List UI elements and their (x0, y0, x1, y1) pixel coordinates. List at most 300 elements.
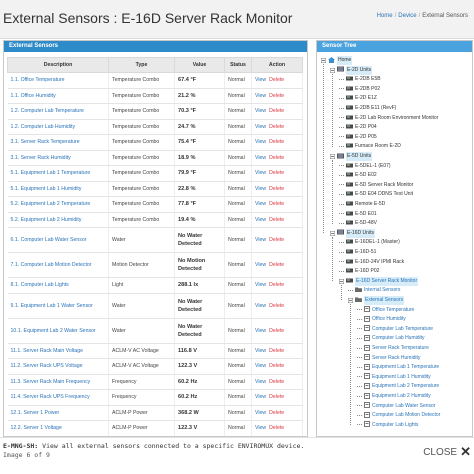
tree-node-label: E-2D E1Z (355, 95, 377, 102)
sensor-icon (364, 364, 370, 372)
sensor-actions (252, 197, 303, 213)
device-icon (346, 115, 353, 122)
tree-node-label: Computer Lab Humidity (372, 335, 425, 342)
tree-node[interactable] (357, 354, 420, 363)
sensor-actions (252, 166, 303, 182)
sensor-value: No Motion Detected (175, 253, 225, 278)
tree-node[interactable] (339, 210, 377, 219)
tree-node[interactable] (357, 373, 431, 382)
delete-link[interactable]: Delete (269, 302, 285, 309)
sensor-status: Normal (225, 293, 252, 318)
device-icon (346, 163, 353, 170)
delete-link[interactable]: Delete (269, 378, 285, 385)
tree-connector (339, 108, 344, 110)
tree-node[interactable] (339, 162, 391, 171)
column-header-action: Action (252, 58, 303, 73)
tree-node[interactable] (339, 142, 401, 151)
breadcrumb-current: External Sensors (422, 13, 468, 19)
sensor-description-link[interactable]: 3.1. Server Rack Humidity (8, 150, 109, 166)
sensor-actions (252, 181, 303, 197)
tree-node-label: Computer Lab Temperature (372, 325, 434, 332)
sensor-description-link[interactable]: 5.1. Equipment Lab 1 Temperature (8, 166, 109, 182)
tree-node-label: E-5DEL-1 (E07) (355, 162, 391, 169)
sensor-status: Normal (225, 166, 252, 182)
view-link[interactable]: View (255, 302, 267, 309)
sensor-actions (252, 73, 303, 89)
tree-connector (357, 396, 362, 398)
sensor-actions (252, 150, 303, 166)
sensor-icon (364, 325, 370, 333)
delete-link[interactable]: Delete (269, 201, 285, 208)
tree-connector (357, 338, 362, 340)
table-row (8, 88, 303, 104)
tree-node[interactable] (339, 133, 377, 142)
collapse-toggle-icon[interactable] (330, 154, 335, 159)
sensor-description-link[interactable]: 12.2. Server 1 Voltage (8, 421, 109, 437)
tree-connector (339, 204, 344, 206)
table-row (8, 405, 303, 421)
tree-connector (339, 136, 344, 138)
tree-guide-line (341, 285, 342, 301)
tree-node-label: E-5D Units (347, 153, 372, 159)
tree-connector (339, 184, 344, 186)
tree-node-label: Equipment Lab 1 Temperature (372, 364, 440, 371)
sensor-description-link[interactable]: 8.1. Computer Lab Lights (8, 278, 109, 294)
table-row (8, 212, 303, 228)
sensor-actions (252, 253, 303, 278)
view-link[interactable]: View (255, 262, 267, 268)
sensor-value: 122.3 V (175, 421, 225, 437)
sensor-value: 75.4 °F (175, 135, 225, 151)
tree-node-label: E-16D P02 (355, 268, 380, 275)
tree-node-label: Computer Lab Lights (372, 421, 419, 428)
sensor-description-link[interactable]: 11.4. Server Rack UPS Frequency (8, 390, 109, 406)
delete-link[interactable]: Delete (269, 327, 285, 334)
tree-node[interactable] (357, 334, 425, 343)
collapse-toggle-icon[interactable] (348, 298, 353, 303)
column-header-type[interactable]: Type (109, 58, 175, 73)
tree-node[interactable] (357, 325, 433, 334)
tree-node[interactable] (339, 171, 377, 180)
tree-node[interactable] (357, 306, 414, 315)
tree-connector (339, 146, 344, 148)
tree-node[interactable] (348, 296, 404, 305)
sensor-status: Normal (225, 374, 252, 390)
tree-node-label: Equipment Lab 2 Humidity (372, 393, 431, 399)
delete-link[interactable]: Delete (269, 237, 285, 243)
tree-node[interactable] (330, 152, 372, 161)
tree-node[interactable] (357, 402, 435, 411)
external-sensors-panel-title: External Sensors (4, 41, 307, 52)
tree-connector (357, 357, 362, 359)
sensor-status: Normal (225, 181, 252, 197)
delete-link[interactable]: Delete (269, 123, 285, 130)
tree-connector (339, 223, 344, 225)
sensor-description-link[interactable]: 1.2. Computer Lab Humidity (8, 119, 109, 135)
sensor-status: Normal (225, 104, 252, 120)
tree-node[interactable] (339, 94, 377, 103)
sensor-tree-panel (316, 40, 473, 437)
tree-node-label: Office Humidity (372, 316, 406, 323)
tree-node[interactable] (357, 392, 431, 401)
tree-node-label: E-2DB P02 (355, 85, 381, 92)
breadcrumb: Home / Device / External Sensors (376, 13, 468, 19)
sensor-description-link[interactable]: 5.1. Equipment Lab 1 Humidity (8, 181, 109, 197)
sensor-description-link[interactable]: 6.1. Computer Lab Water Sensor (8, 228, 109, 253)
delete-link[interactable]: Delete (269, 154, 285, 161)
tree-connector (357, 348, 362, 350)
tree-node-label: Equipment Lab 1 Humidity (372, 373, 431, 380)
sensor-actions (252, 374, 303, 390)
sensor-description-link[interactable]: 5.2. Equipment Lab 2 Temperature (8, 197, 109, 213)
caption-text: View all external sensors connected to a specific ENVIROMUX device. (42, 442, 305, 450)
sensor-type: ACLM-V AC Voltage (109, 359, 175, 375)
breadcrumb-home[interactable]: Home (376, 13, 393, 19)
view-link[interactable]: View (255, 123, 267, 130)
tree-node[interactable] (357, 363, 439, 372)
tree-connector (348, 290, 353, 292)
sensor-type: Water (109, 228, 175, 253)
sensor-status: Normal (225, 212, 252, 228)
sensor-icon (364, 393, 370, 401)
sensor-value: No Water Detected (175, 318, 225, 343)
sensor-actions (252, 343, 303, 359)
tree-node[interactable] (339, 219, 377, 228)
sensor-type: Temperature Combo (109, 212, 175, 228)
tree-node-label: E-2D Units (347, 66, 372, 73)
sensor-actions (252, 88, 303, 104)
tree-node-label: Office Temperature (372, 306, 415, 313)
sensor-description-link[interactable]: 5.2. Equipment Lab 2 Humidity (8, 212, 109, 228)
tree-node-label: Home (338, 57, 352, 63)
device-icon (346, 134, 353, 141)
tree-guide-line (332, 237, 333, 282)
device-icon (346, 86, 353, 93)
sensor-type: Temperature Combo (109, 73, 175, 89)
sensor-type: Frequency (109, 390, 175, 406)
sensor-status: Normal (225, 253, 252, 278)
view-link[interactable]: View (255, 347, 267, 354)
sensor-actions (252, 119, 303, 135)
table-row (8, 390, 303, 406)
device-icon (346, 259, 353, 266)
close-label: CLOSE (423, 446, 458, 458)
folder-icon (355, 287, 362, 294)
sensor-icon (364, 316, 370, 324)
table-row (8, 278, 303, 294)
sensor-description-link[interactable]: 9.1. Equipment Lab 1 Water Sensor (8, 293, 109, 318)
column-header-description[interactable]: Description (8, 58, 109, 73)
collapse-toggle-icon[interactable] (339, 279, 344, 284)
home-icon (328, 57, 335, 65)
device-icon (346, 191, 353, 198)
tree-node[interactable] (339, 190, 413, 199)
tree-node[interactable] (357, 382, 439, 391)
view-link[interactable]: View (255, 394, 267, 401)
sensor-icon (364, 412, 370, 420)
tree-node[interactable] (339, 85, 380, 94)
view-link[interactable]: View (255, 108, 267, 115)
delete-link[interactable]: Delete (269, 185, 285, 192)
image-counter: Image 6 of 9 (3, 451, 50, 459)
tree-node[interactable] (339, 114, 438, 123)
delete-link[interactable]: Delete (269, 363, 285, 370)
view-link[interactable]: View (255, 363, 267, 370)
sensor-description-link[interactable]: 1.1. Office Temperature (8, 73, 109, 89)
device-icon (346, 95, 353, 102)
tree-connector (357, 328, 362, 330)
view-link[interactable]: View (255, 327, 267, 334)
sensor-type: Temperature Combo (109, 119, 175, 135)
sensor-status: Normal (225, 318, 252, 343)
view-link[interactable]: View (255, 237, 267, 243)
tree-node-label: E-2DB E5B (355, 76, 381, 83)
sensor-value: 21.2 % (175, 88, 225, 104)
tree-node-label: E-5D E04 DDNS Test Unit (355, 191, 413, 198)
sensor-type: Water (109, 318, 175, 343)
tree-node-label: Computer Lab Water Sensor (372, 402, 436, 409)
sensor-status: Normal (225, 390, 252, 406)
device-icon (346, 201, 353, 208)
view-link[interactable]: View (255, 378, 267, 385)
sensor-type: Temperature Combo (109, 150, 175, 166)
collapse-toggle-icon[interactable] (330, 68, 335, 73)
sensor-type: Frequency (109, 374, 175, 390)
view-link[interactable]: View (255, 139, 267, 146)
sensor-value: 67.4 °F (175, 73, 225, 89)
delete-link[interactable]: Delete (269, 394, 285, 401)
sensor-value: 116.8 V (175, 343, 225, 359)
tree-node[interactable] (357, 421, 418, 430)
table-row (8, 253, 303, 278)
tree-node[interactable] (357, 344, 429, 353)
tree-guide-line (350, 304, 351, 425)
sensor-value: 288.1 lx (175, 278, 225, 294)
column-header-value[interactable]: Value (175, 58, 225, 73)
sensor-actions (252, 421, 303, 437)
device-icon (346, 211, 353, 218)
tree-node[interactable] (339, 200, 385, 209)
delete-link[interactable]: Delete (269, 216, 285, 223)
tree-guide-line (323, 64, 324, 233)
sensors-table (7, 57, 303, 437)
sensor-status: Normal (225, 197, 252, 213)
sensor-type: Motion Detector (109, 253, 175, 278)
sensor-actions (252, 278, 303, 294)
tree-node[interactable] (357, 411, 440, 420)
tree-connector (339, 175, 344, 177)
tree-connector (357, 367, 362, 369)
sensor-type: Temperature Combo (109, 181, 175, 197)
collapse-toggle-icon[interactable] (330, 231, 335, 236)
tree-node[interactable] (339, 248, 376, 257)
collapse-toggle-icon[interactable] (321, 58, 326, 63)
tree-node-label: E-2DB E11 (RevF) (355, 105, 397, 111)
view-link[interactable]: View (255, 282, 267, 289)
sensor-type: Temperature Combo (109, 166, 175, 182)
delete-link[interactable]: Delete (269, 282, 285, 289)
tree-node[interactable] (339, 258, 404, 267)
sensor-icon (364, 354, 370, 362)
sensors-table-body (8, 73, 303, 438)
tree-node[interactable] (339, 238, 400, 247)
sensor-value: 70.3 °F (175, 104, 225, 120)
tree-node[interactable] (321, 56, 352, 65)
sensor-description-link[interactable]: 1.2. Computer Lab Temperature (8, 104, 109, 120)
sensor-description-link[interactable]: 10.1. Equipment Lab 2 Water Sensor (8, 318, 109, 343)
view-link[interactable]: View (255, 201, 267, 208)
tree-node[interactable] (339, 267, 379, 276)
sensor-type: Water (109, 293, 175, 318)
device-icon (346, 239, 353, 246)
tree-node-label: Internal Sensors (364, 287, 401, 294)
sensor-icon (364, 335, 370, 343)
sensor-description-link[interactable]: 3.1. Server Rack Temperature (8, 135, 109, 151)
sensor-value: 79.9 °F (175, 166, 225, 182)
tree-node-label: E-5D E01 (355, 210, 377, 217)
tree-node[interactable] (330, 229, 375, 238)
sensor-actions (252, 359, 303, 375)
table-row (8, 197, 303, 213)
table-row (8, 293, 303, 318)
tree-node-label: E-5D Server Rack Monitor (355, 181, 414, 188)
sensor-type: Temperature Combo (109, 88, 175, 104)
delete-link[interactable]: Delete (269, 347, 285, 354)
sensor-status: Normal (225, 421, 252, 437)
sensor-actions (252, 212, 303, 228)
device-icon (346, 249, 353, 256)
table-row (8, 343, 303, 359)
table-row (8, 150, 303, 166)
table-row (8, 421, 303, 437)
tree-node[interactable] (339, 104, 396, 113)
close-button[interactable] (423, 444, 471, 460)
delete-link[interactable]: Delete (269, 170, 285, 177)
view-link[interactable]: View (255, 185, 267, 192)
tree-node-label: E-2D Lab Room Environment Monitor (355, 114, 439, 121)
tree-connector (357, 376, 362, 378)
caption-code: E-MNG-SH: (3, 442, 39, 450)
tree-node[interactable] (339, 123, 377, 132)
rack-group-icon (337, 229, 344, 237)
sensor-icon (364, 373, 370, 381)
sensor-description-link[interactable]: 7.1. Computer Lab Motion Detector (8, 253, 109, 278)
view-link[interactable]: View (255, 170, 267, 177)
tree-node[interactable] (348, 286, 400, 295)
sensor-value: 368.2 W (175, 405, 225, 421)
view-link[interactable]: View (255, 154, 267, 161)
sensor-value: 22.8 % (175, 181, 225, 197)
tree-node[interactable] (357, 315, 406, 324)
sensor-type: Temperature Combo (109, 104, 175, 120)
tree-node[interactable] (339, 277, 418, 286)
sensor-description-link[interactable]: 1.1. Office Humidity (8, 88, 109, 104)
sensor-type: ACLM-P Power (109, 405, 175, 421)
tree-connector (357, 405, 362, 407)
tree-connector (339, 252, 344, 254)
sensor-actions (252, 135, 303, 151)
delete-link[interactable]: Delete (269, 77, 285, 84)
delete-link[interactable]: Delete (269, 409, 285, 416)
tree-node-label: E-16D Units (347, 229, 374, 236)
sensor-value: 24.7 % (175, 119, 225, 135)
table-row (8, 119, 303, 135)
delete-link[interactable]: Delete (269, 92, 285, 99)
sensor-type: Light (109, 278, 175, 294)
table-row (8, 135, 303, 151)
sensor-description-link[interactable]: 11.1. Server Rack Main Voltage (8, 343, 109, 359)
sensor-icon (364, 421, 370, 429)
sensor-actions (252, 318, 303, 343)
device-icon (346, 220, 353, 227)
sensor-status: Normal (225, 278, 252, 294)
delete-link[interactable]: Delete (269, 262, 285, 268)
tree-node[interactable] (339, 75, 381, 84)
tree-node-label: Furnace Room E-2D (355, 143, 401, 150)
sensor-actions (252, 293, 303, 318)
tree-node[interactable] (339, 181, 413, 190)
delete-link[interactable]: Delete (269, 139, 285, 146)
view-link[interactable]: View (255, 92, 267, 99)
sensor-status: Normal (225, 150, 252, 166)
sensor-description-link[interactable]: 12.1. Server 1 Power (8, 405, 109, 421)
delete-link[interactable]: Delete (269, 108, 285, 115)
tree-node-label: E-5D E02 (355, 172, 377, 179)
sensor-value: 18.9 % (175, 150, 225, 166)
sensor-status: Normal (225, 88, 252, 104)
sensor-status: Normal (225, 228, 252, 253)
tree-connector (357, 309, 362, 311)
sensor-value: 19.4 % (175, 212, 225, 228)
tree-guide-line (332, 74, 333, 147)
device-icon (346, 105, 353, 112)
folder-icon (355, 297, 362, 304)
tree-node-label: E-16D-51 (355, 249, 377, 255)
tree-connector (357, 424, 362, 426)
tree-connector (339, 165, 344, 167)
table-row (8, 374, 303, 390)
column-header-status[interactable]: Status (225, 58, 252, 73)
external-sensors-panel (3, 40, 308, 437)
view-link[interactable]: View (255, 77, 267, 84)
view-link[interactable]: View (255, 216, 267, 223)
device-icon (346, 76, 353, 83)
sensor-icon (364, 383, 370, 391)
sensor-description-link[interactable]: 11.2. Server Rack UPS Voltage (8, 359, 109, 375)
tree-node[interactable] (330, 66, 372, 75)
sensor-status: Normal (225, 119, 252, 135)
table-row (8, 73, 303, 89)
tree-node-label: E-5D-48V (355, 220, 377, 227)
breadcrumb-device[interactable]: Device (398, 13, 417, 19)
tree-connector (339, 194, 344, 196)
tree-node-label: Server Rack Temperature (372, 345, 429, 351)
tree-connector (339, 261, 344, 263)
sensor-value: No Water Detected (175, 293, 225, 318)
sensor-icon (364, 402, 370, 410)
view-link[interactable]: View (255, 409, 267, 416)
table-row (8, 228, 303, 253)
table-header-row (8, 58, 303, 73)
view-link[interactable]: View (255, 425, 267, 432)
caption-bar (0, 437, 474, 474)
tree-connector (339, 127, 344, 129)
sensor-actions (252, 228, 303, 253)
delete-link[interactable]: Delete (269, 425, 285, 432)
sensor-description-link[interactable]: 11.3. Server Rack Main Frequency (8, 374, 109, 390)
sensor-value: 60.2 Hz (175, 390, 225, 406)
device-icon (346, 268, 353, 275)
